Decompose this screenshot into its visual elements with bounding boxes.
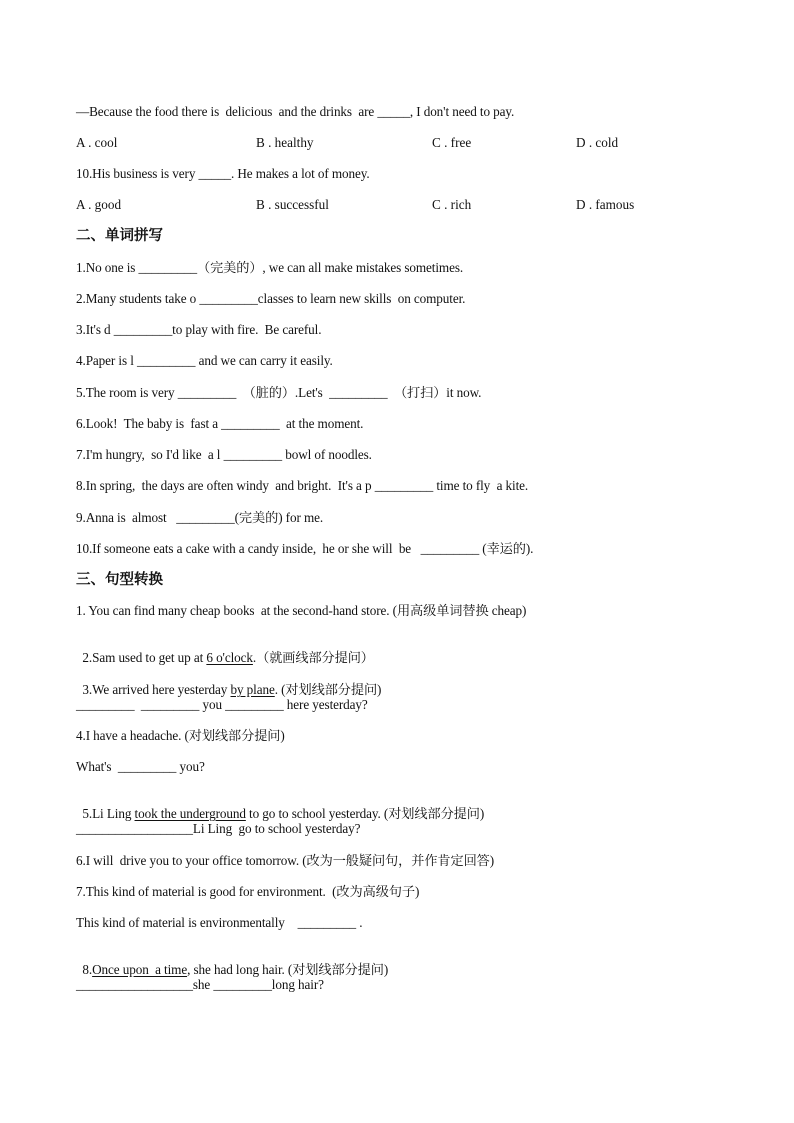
transform-item-8-instruction: , she had long hair. (对划线部分提问) [187,962,389,977]
spelling-item: 6.Look! The baby is fast a _________ at the moment. [76,416,364,431]
transform-item-3 [76,666,381,698]
transform-item-5-instruction: to go to school yesterday. (对划线部分提问) [245,806,485,821]
underlined-phrase: by plane [230,682,275,697]
transform-item-7-answer: This kind of material is environmentally _________ . [76,915,363,930]
transform-item-5 [76,790,484,822]
transform-item-7: 7.This kind of material is good for environment. (改为高级句子) [76,884,420,899]
spelling-item: 7.I'm hungry, so I'd like a l _________ bowl of noodles. [76,447,372,462]
transform-item-2-text: 2.Sam used to get up at [82,650,207,665]
q10-option-d: D . famous [576,197,635,212]
spelling-item: 1.No one is _________（完美的）, we can all make mistakes sometimes. [76,260,464,275]
q10-option-c: C . rich [432,197,472,212]
underlined-phrase: took the underground [134,806,246,821]
transform-item-8 [76,946,388,978]
spelling-item: 10.If someone eats a cake with a candy inside, he or she will be _________ (幸运的). [76,541,534,556]
spelling-item: 3.It's d _________to play with fire. Be careful. [76,322,322,337]
transform-item-5-answer: __________________Li Ling go to school yesterday? [76,821,361,836]
spelling-item: 4.Paper is l _________ and we can carry it easily. [76,353,333,368]
transform-item-2-instruction: .（就画线部分提问） [252,650,374,665]
spelling-item: 5.The room is very _________ （脏的）.Let's _________ （打扫）it now. [76,385,482,400]
transform-item-3-text: 3.We arrived here yesterday [82,682,231,697]
section-title-spelling: 二、单词拼写 [76,228,163,244]
spelling-item: 2.Many students take o _________classes to learn new skills on computer. [76,291,466,306]
q9-option-d: D . cold [576,135,619,150]
q9-option-a: A . cool [76,135,118,150]
underlined-phrase: Once upon a time [92,962,188,977]
q10-question: 10.His business is very _____. He makes a lot of money. [76,166,370,181]
transform-item-8-number: 8. [82,962,93,977]
spelling-item: 8.In spring, the days are often windy and bright. It's a p _________ time to fly a kite. [76,478,529,493]
transform-item-4: 4.I have a headache. (对划线部分提问) [76,728,285,743]
transform-item-5-text: 5.Li Ling [82,806,135,821]
transform-item-1: 1. You can find many cheap books at the second-hand store. (用高级单词替换 cheap) [76,603,527,618]
q10-option-b: B . successful [256,197,329,212]
q9-question-tail: —Because the food there is delicious and the drinks are _____, I don't need to pay. [76,104,515,119]
spelling-item: 9.Anna is almost _________(完美的) for me. [76,510,324,525]
transform-item-8-answer: __________________she _________long hair? [76,977,324,992]
section-title-sentence-transformation: 三、句型转换 [76,572,163,588]
underlined-phrase: 6 o'clock [206,650,253,665]
q10-option-a: A . good [76,197,122,212]
transform-item-4-answer: What's _________ you? [76,759,205,774]
transform-item-6: 6.I will drive you to your office tomorrow. (改为一般疑问句，并作肯定回答) [76,853,495,868]
q9-option-c: C . free [432,135,472,150]
transform-item-3-answer: _________ _________ you _________ here yesterday? [76,697,368,712]
transform-item-2 [76,634,374,666]
q9-option-b: B . healthy [256,135,314,150]
transform-item-3-instruction: . (对划线部分提问) [274,682,382,697]
